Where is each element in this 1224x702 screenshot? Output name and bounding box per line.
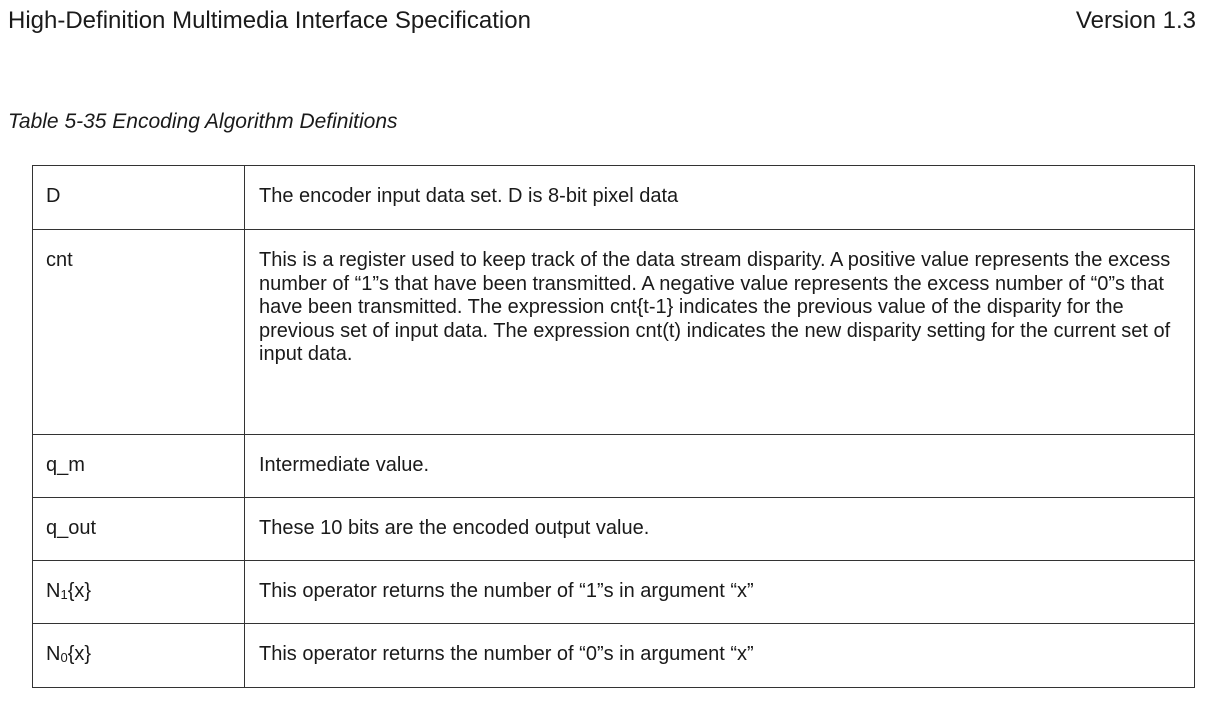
term-subscript: 1 <box>60 587 68 602</box>
table-row <box>33 435 1195 498</box>
definition-cell: This is a register used to keep track of the data stream disparity. A positive value represents the excess number of “1”s that have been transmitted. A negative value represents the excess number of “0”s that have been transmitted. The expression cnt{t-1} indicates the previous value of the disparity for the previous set of input data. The expression cnt(t) indicates the new disparity setting for the current set of input data. <box>245 230 1195 435</box>
definition-cell: The encoder input data set. D is 8-bit pixel data <box>245 166 1195 230</box>
table-row <box>33 561 1195 624</box>
definition-cell: These 10 bits are the encoded output value. <box>245 498 1195 561</box>
term-cell <box>33 561 245 624</box>
definition-cell: This operator returns the number of “1”s in argument “x” <box>245 561 1195 624</box>
definitions-table <box>32 165 1195 688</box>
term-base: N <box>46 643 61 665</box>
definition-cell: Intermediate value. <box>245 435 1195 498</box>
term-base: N <box>46 580 61 602</box>
definition-cell: This operator returns the number of “0”s in argument “x” <box>245 624 1195 688</box>
term-cell: D <box>33 166 245 230</box>
document-version: Version 1.3 <box>1075 7 1196 34</box>
table-caption: Table 5-35 Encoding Algorithm Definitions <box>8 110 398 133</box>
term-cell <box>33 624 245 688</box>
term-subscript: 0 <box>60 650 68 665</box>
term-cell: cnt <box>33 230 245 435</box>
term-cell: q_out <box>33 498 245 561</box>
table-row <box>33 624 1195 688</box>
term-suffix: {x} <box>67 580 92 602</box>
table-row <box>33 230 1195 435</box>
term-suffix: {x} <box>67 643 92 665</box>
table-row <box>33 166 1195 230</box>
table-row <box>33 498 1195 561</box>
document-title: High-Definition Multimedia Interface Specification <box>8 7 531 34</box>
term-cell: q_m <box>33 435 245 498</box>
